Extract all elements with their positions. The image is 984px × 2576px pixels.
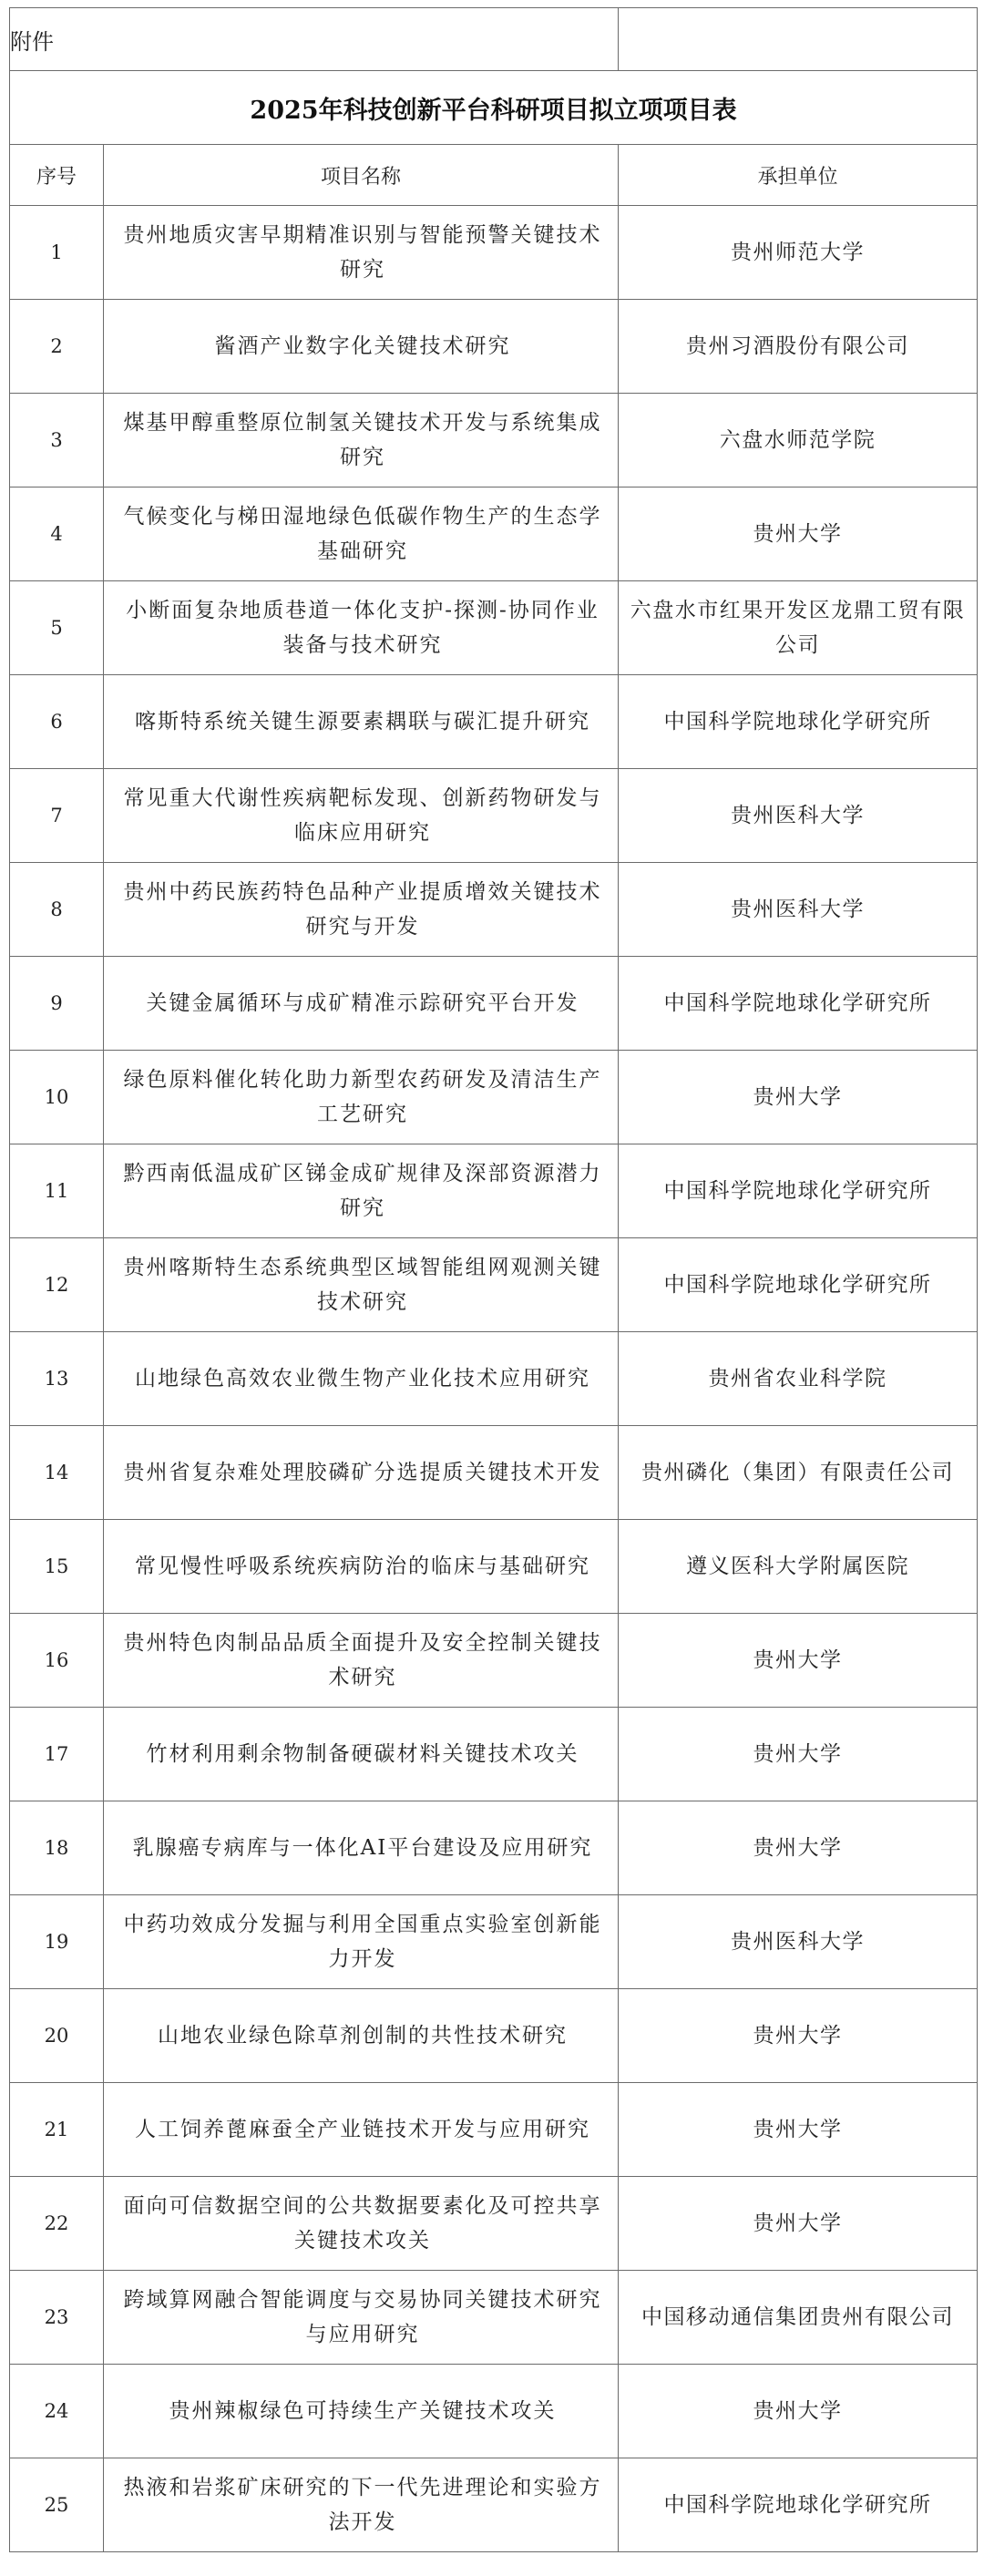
project-name: 喀斯特系统关键生源要素耦联与碳汇提升研究 (104, 675, 619, 769)
project-name: 人工饲养蓖麻蚕全产业链技术开发与应用研究 (104, 2083, 619, 2177)
undertaking-unit: 贵州大学 (619, 487, 978, 581)
row-number: 7 (10, 769, 104, 863)
header-unit: 承担单位 (619, 145, 978, 206)
project-name: 关键金属循环与成矿精准示踪研究平台开发 (104, 957, 619, 1051)
undertaking-unit: 贵州医科大学 (619, 769, 978, 863)
undertaking-unit: 贵州大学 (619, 1614, 978, 1708)
row-number: 19 (10, 1895, 104, 1989)
project-name: 竹材利用剩余物制备硬碳材料关键技术攻关 (104, 1708, 619, 1801)
undertaking-unit: 贵州大学 (619, 2177, 978, 2271)
undertaking-unit: 贵州大学 (619, 1801, 978, 1895)
project-name: 贵州省复杂难处理胶磷矿分选提质关键技术开发 (104, 1426, 619, 1520)
project-name: 黔西南低温成矿区锑金成矿规律及深部资源潜力研究 (104, 1144, 619, 1238)
row-number: 11 (10, 1144, 104, 1238)
row-number: 24 (10, 2365, 104, 2458)
table-row (10, 1708, 978, 1801)
project-name: 面向可信数据空间的公共数据要素化及可控共享关键技术攻关 (104, 2177, 619, 2271)
project-name: 酱酒产业数字化关键技术研究 (104, 300, 619, 394)
project-name: 跨域算网融合智能调度与交易协同关键技术研究与应用研究 (104, 2271, 619, 2365)
row-number: 12 (10, 1238, 104, 1332)
undertaking-unit: 贵州医科大学 (619, 1895, 978, 1989)
row-number: 25 (10, 2458, 104, 2552)
table-row (10, 581, 978, 675)
row-number: 4 (10, 487, 104, 581)
table-row (10, 2177, 978, 2271)
undertaking-unit: 中国科学院地球化学研究所 (619, 2458, 978, 2552)
row-number: 16 (10, 1614, 104, 1708)
table-row (10, 957, 978, 1051)
row-number: 5 (10, 581, 104, 675)
undertaking-unit: 中国移动通信集团贵州有限公司 (619, 2271, 978, 2365)
project-name: 煤基甲醇重整原位制氢关键技术开发与系统集成研究 (104, 394, 619, 487)
undertaking-unit: 中国科学院地球化学研究所 (619, 675, 978, 769)
table-row (10, 1614, 978, 1708)
undertaking-unit: 贵州大学 (619, 2365, 978, 2458)
row-number: 21 (10, 2083, 104, 2177)
project-name: 贵州辣椒绿色可持续生产关键技术攻关 (104, 2365, 619, 2458)
undertaking-unit: 贵州大学 (619, 1989, 978, 2083)
table-row (10, 675, 978, 769)
row-number: 22 (10, 2177, 104, 2271)
project-name: 绿色原料催化转化助力新型农药研发及清洁生产工艺研究 (104, 1051, 619, 1144)
undertaking-unit: 贵州师范大学 (619, 206, 978, 300)
row-number: 3 (10, 394, 104, 487)
project-name: 贵州喀斯特生态系统典型区域智能组网观测关键技术研究 (104, 1238, 619, 1332)
row-number: 10 (10, 1051, 104, 1144)
undertaking-unit: 中国科学院地球化学研究所 (619, 1238, 978, 1332)
table-row (10, 300, 978, 394)
undertaking-unit: 贵州大学 (619, 2083, 978, 2177)
undertaking-unit: 贵州医科大学 (619, 863, 978, 957)
table-row (10, 1801, 978, 1895)
table-row (10, 1426, 978, 1520)
row-number: 9 (10, 957, 104, 1051)
project-name: 中药功效成分发掘与利用全国重点实验室创新能力开发 (104, 1895, 619, 1989)
header-row (10, 145, 978, 206)
title-row (10, 71, 978, 145)
attachment-label: 附件 (10, 8, 619, 71)
attachment-row (10, 8, 978, 71)
project-name: 乳腺癌专病库与一体化AI平台建设及应用研究 (104, 1801, 619, 1895)
row-number: 23 (10, 2271, 104, 2365)
undertaking-unit: 遵义医科大学附属医院 (619, 1520, 978, 1614)
header-no: 序号 (10, 145, 104, 206)
table-row (10, 206, 978, 300)
table-row (10, 1144, 978, 1238)
row-number: 2 (10, 300, 104, 394)
table-row (10, 863, 978, 957)
project-name: 气候变化与梯田湿地绿色低碳作物生产的生态学基础研究 (104, 487, 619, 581)
attachment-blank-cell (619, 8, 978, 71)
project-table (9, 7, 978, 2552)
row-number: 15 (10, 1520, 104, 1614)
table-row (10, 2365, 978, 2458)
row-number: 1 (10, 206, 104, 300)
row-number: 6 (10, 675, 104, 769)
table-row (10, 1895, 978, 1989)
table-row (10, 769, 978, 863)
project-name: 热液和岩浆矿床研究的下一代先进理论和实验方法开发 (104, 2458, 619, 2552)
table-row (10, 487, 978, 581)
row-number: 17 (10, 1708, 104, 1801)
row-number: 13 (10, 1332, 104, 1426)
project-name: 常见重大代谢性疾病靶标发现、创新药物研发与临床应用研究 (104, 769, 619, 863)
table-row (10, 1520, 978, 1614)
project-name: 贵州中药民族药特色品种产业提质增效关键技术研究与开发 (104, 863, 619, 957)
project-name: 小断面复杂地质巷道一体化支护-探测-协同作业装备与技术研究 (104, 581, 619, 675)
table-body (10, 8, 978, 2552)
table-row (10, 1332, 978, 1426)
row-number: 20 (10, 1989, 104, 2083)
project-name: 常见慢性呼吸系统疾病防治的临床与基础研究 (104, 1520, 619, 1614)
table-row (10, 394, 978, 487)
undertaking-unit: 贵州磷化（集团）有限责任公司 (619, 1426, 978, 1520)
table-row (10, 1238, 978, 1332)
project-name: 山地绿色高效农业微生物产业化技术应用研究 (104, 1332, 619, 1426)
undertaking-unit: 贵州大学 (619, 1051, 978, 1144)
project-name: 贵州特色肉制品品质全面提升及安全控制关键技术研究 (104, 1614, 619, 1708)
table-row (10, 2271, 978, 2365)
table-title: 2025年科技创新平台科研项目拟立项项目表 (10, 71, 978, 145)
undertaking-unit: 六盘水市红果开发区龙鼎工贸有限公司 (619, 581, 978, 675)
undertaking-unit: 贵州大学 (619, 1708, 978, 1801)
table-row (10, 2458, 978, 2552)
row-number: 8 (10, 863, 104, 957)
header-name: 项目名称 (104, 145, 619, 206)
undertaking-unit: 贵州习酒股份有限公司 (619, 300, 978, 394)
table-row (10, 2083, 978, 2177)
project-name: 山地农业绿色除草剂创制的共性技术研究 (104, 1989, 619, 2083)
table-row (10, 1051, 978, 1144)
undertaking-unit: 中国科学院地球化学研究所 (619, 957, 978, 1051)
project-name: 贵州地质灾害早期精准识别与智能预警关键技术研究 (104, 206, 619, 300)
row-number: 18 (10, 1801, 104, 1895)
table-row (10, 1989, 978, 2083)
row-number: 14 (10, 1426, 104, 1520)
undertaking-unit: 六盘水师范学院 (619, 394, 978, 487)
undertaking-unit: 贵州省农业科学院 (619, 1332, 978, 1426)
undertaking-unit: 中国科学院地球化学研究所 (619, 1144, 978, 1238)
